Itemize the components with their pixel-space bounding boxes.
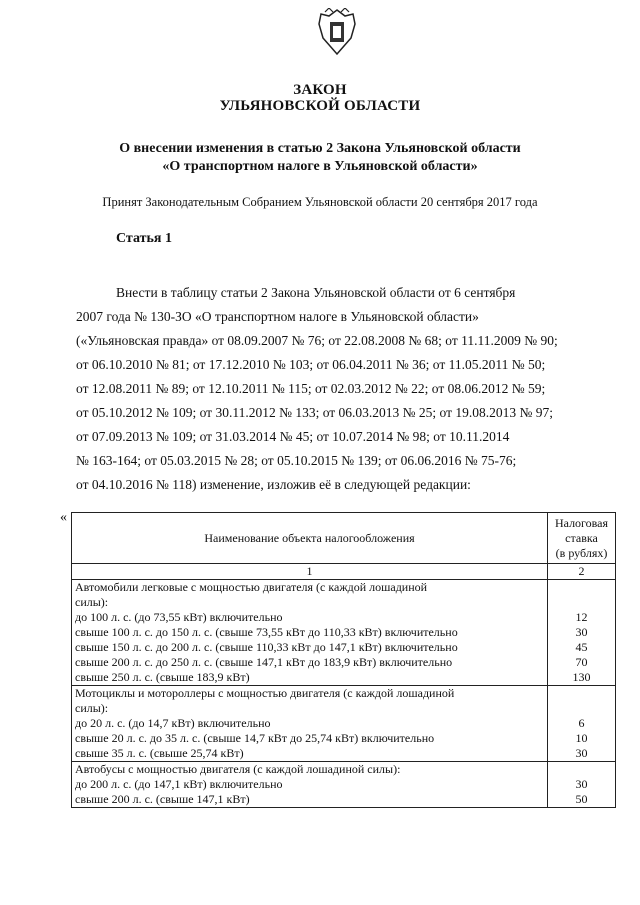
law-title: ЗАКОН [293, 82, 347, 98]
article-line: от 12.08.2011 № 89; от 12.10.2011 № 115; от 02.03.2012 № 22; от 08.06.2012 № 59; [76, 381, 546, 396]
table-number-row [72, 564, 616, 580]
column-header-object: Наименование объекта налогообложения [72, 513, 548, 564]
article-line: от 04.10.2016 № 118) изменение, изложив её в следующей редакции: [76, 477, 471, 492]
article-heading: Статья 1 [116, 231, 172, 246]
table-row-cars [72, 580, 616, 686]
article-line: от 07.09.2013 № 109; от 31.03.2014 № 45; от 10.07.2014 № 98; от 10.11.2014 [76, 429, 510, 444]
table-row-buses [72, 762, 616, 808]
law-subject-line-2: «О транспортном налоге в Ульяновской области» [162, 159, 478, 174]
table-row-motorcycles [72, 686, 616, 762]
law-region: УЛЬЯНОВСКОЙ ОБЛАСТИ [219, 98, 421, 114]
cars-rates: 12 30 45 70 130 [548, 580, 616, 686]
tax-rate-table [71, 512, 616, 808]
motorcycles-description: Мотоциклы и мотороллеры с мощностью двигателя (с каждой лошадиной силы): до 20 л. с. (до 14,7 кВт) включительно свыше 20 л. с. до 35 л. с. (свыше 14,7 кВт до 25,74 кВт) включительно свыше 35 л. с. (свыше 25,74 кВт) [72, 686, 548, 762]
article-text [76, 281, 614, 497]
column-header-rate: Налоговая ставка (в рублях) [548, 513, 616, 564]
law-subject-line-1: О внесении изменения в статью 2 Закона Ульяновской области [119, 141, 521, 156]
article-line: от 06.10.2010 № 81; от 17.12.2010 № 103; от 06.04.2011 № 36; от 11.05.2011 № 50; [76, 357, 546, 372]
article-line: от 05.10.2012 № 109; от 30.11.2012 № 133; от 06.03.2013 № 25; от 19.08.2013 № 97; [76, 405, 554, 420]
article-line: («Ульяновская правда» от 08.09.2007 № 76; от 22.08.2008 № 68; от 11.11.2009 № 90; [76, 333, 558, 348]
table-header-row [72, 513, 616, 564]
column-number-2: 2 [548, 564, 616, 580]
article-line: 2007 года № 130-ЗО «О транспортном налоге в Ульяновской области» [76, 309, 479, 324]
buses-rates: 30 50 [548, 762, 616, 808]
coat-of-arms-emblem [315, 8, 359, 58]
adoption-note: Принят Законодательным Собранием Ульяновской области 20 сентября 2017 года [102, 195, 538, 209]
article-line: Внести в таблицу статьи 2 Закона Ульяновской области от 6 сентября [116, 285, 516, 300]
buses-description: Автобусы с мощностью двигателя (с каждой лошадиной силы): до 200 л. с. (до 147,1 кВт) включительно свыше 200 л. с. (свыше 147,1 кВт) [72, 762, 548, 808]
cars-description: Автомобили легковые с мощностью двигателя (с каждой лошадиной силы): до 100 л. с. (до 73,55 кВт) включительно свыше 100 л. с. до 150 л. с. (свыше 73,55 кВт до 110,33 кВт) включительно свыше 150 л. с. до 200 л. с. (свыше 110,33 кВт до 147,1 кВт) включительно свыше 200 л. с. до 250 л. с. (свыше 147,1 кВт до 183,9 кВт) включительно свыше 250 л. с. (свыше 183,9 кВт) [72, 580, 548, 686]
column-number-1: 1 [72, 564, 548, 580]
motorcycles-rates: 6 10 30 [548, 686, 616, 762]
open-quote-mark: « [60, 510, 67, 525]
article-line: № 163-164; от 05.03.2015 № 28; от 05.10.2015 № 139; от 06.06.2016 № 75-76; [76, 453, 517, 468]
